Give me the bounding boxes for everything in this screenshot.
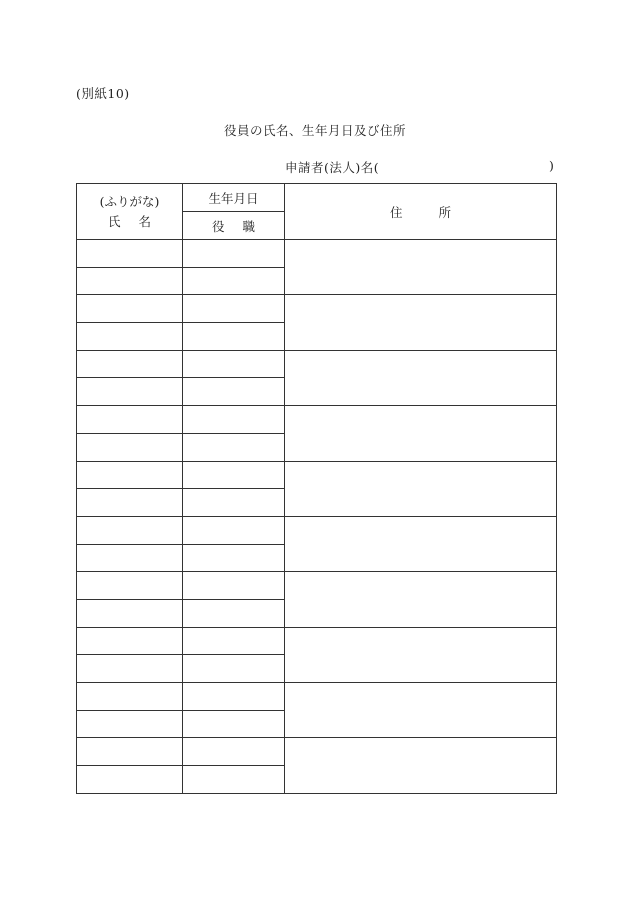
table-row (77, 461, 557, 489)
address-field[interactable] (285, 350, 557, 405)
name-field-continued[interactable] (77, 655, 183, 683)
header-position: 役職 (211, 218, 273, 234)
position-field[interactable] (183, 766, 285, 794)
position-field[interactable] (183, 267, 285, 295)
name-field-continued[interactable] (77, 267, 183, 295)
name-field[interactable] (77, 516, 183, 544)
birthdate-field[interactable] (183, 461, 285, 489)
table-row (77, 240, 557, 268)
officers-table (76, 183, 557, 794)
header-name-cell (77, 184, 183, 240)
position-field[interactable] (183, 710, 285, 738)
name-field-continued[interactable] (77, 766, 183, 794)
header-position-cell (183, 212, 285, 240)
address-field[interactable] (285, 683, 557, 738)
table-row (77, 572, 557, 600)
name-field-continued[interactable] (77, 378, 183, 406)
address-field[interactable] (285, 572, 557, 627)
applicant-name-label: 申請者(法人)名( (285, 160, 380, 175)
position-field[interactable] (183, 599, 285, 627)
birthdate-field[interactable] (183, 295, 285, 323)
address-field[interactable] (285, 627, 557, 682)
birthdate-field[interactable] (183, 516, 285, 544)
address-field[interactable] (285, 406, 557, 461)
name-field-continued[interactable] (77, 710, 183, 738)
name-field[interactable] (77, 683, 183, 711)
address-field[interactable] (285, 516, 557, 571)
position-field[interactable] (183, 655, 285, 683)
position-field[interactable] (183, 378, 285, 406)
name-field[interactable] (77, 572, 183, 600)
name-field[interactable] (77, 406, 183, 434)
name-field[interactable] (77, 738, 183, 766)
birthdate-field[interactable] (183, 350, 285, 378)
name-field[interactable] (77, 295, 183, 323)
applicant-name-close: ) (549, 158, 554, 173)
name-field[interactable] (77, 350, 183, 378)
position-field[interactable] (183, 489, 285, 517)
name-field[interactable] (77, 461, 183, 489)
table-row (77, 627, 557, 655)
position-field[interactable] (183, 433, 285, 461)
name-field-continued[interactable] (77, 489, 183, 517)
table-row (77, 406, 557, 434)
name-field[interactable] (77, 627, 183, 655)
name-field-continued[interactable] (77, 323, 183, 351)
birthdate-field[interactable] (183, 240, 285, 268)
header-address-cell (285, 184, 557, 240)
position-field[interactable] (183, 544, 285, 572)
table-row (77, 738, 557, 766)
header-name: 氏名 (107, 213, 169, 229)
birthdate-field[interactable] (183, 406, 285, 434)
name-field-continued[interactable] (77, 433, 183, 461)
address-field[interactable] (285, 240, 557, 295)
birthdate-field[interactable] (183, 627, 285, 655)
header-address: 住所 (389, 204, 487, 220)
address-field[interactable] (285, 461, 557, 516)
header-row (77, 184, 557, 212)
header-birthdate: 生年月日 (183, 184, 285, 212)
name-field-continued[interactable] (77, 599, 183, 627)
address-field[interactable] (285, 295, 557, 350)
table-row (77, 295, 557, 323)
document-reference: (別紙10) (76, 86, 130, 101)
name-field-continued[interactable] (77, 544, 183, 572)
address-field[interactable] (285, 738, 557, 793)
header-furigana: (ふりがな) (99, 193, 160, 209)
birthdate-field[interactable] (183, 683, 285, 711)
table-row (77, 350, 557, 378)
position-field[interactable] (183, 323, 285, 351)
birthdate-field[interactable] (183, 572, 285, 600)
table-row (77, 683, 557, 711)
name-field[interactable] (77, 240, 183, 268)
document-title: 役員の氏名、生年月日及び住所 (223, 123, 406, 138)
birthdate-field[interactable] (183, 738, 285, 766)
table-row (77, 516, 557, 544)
